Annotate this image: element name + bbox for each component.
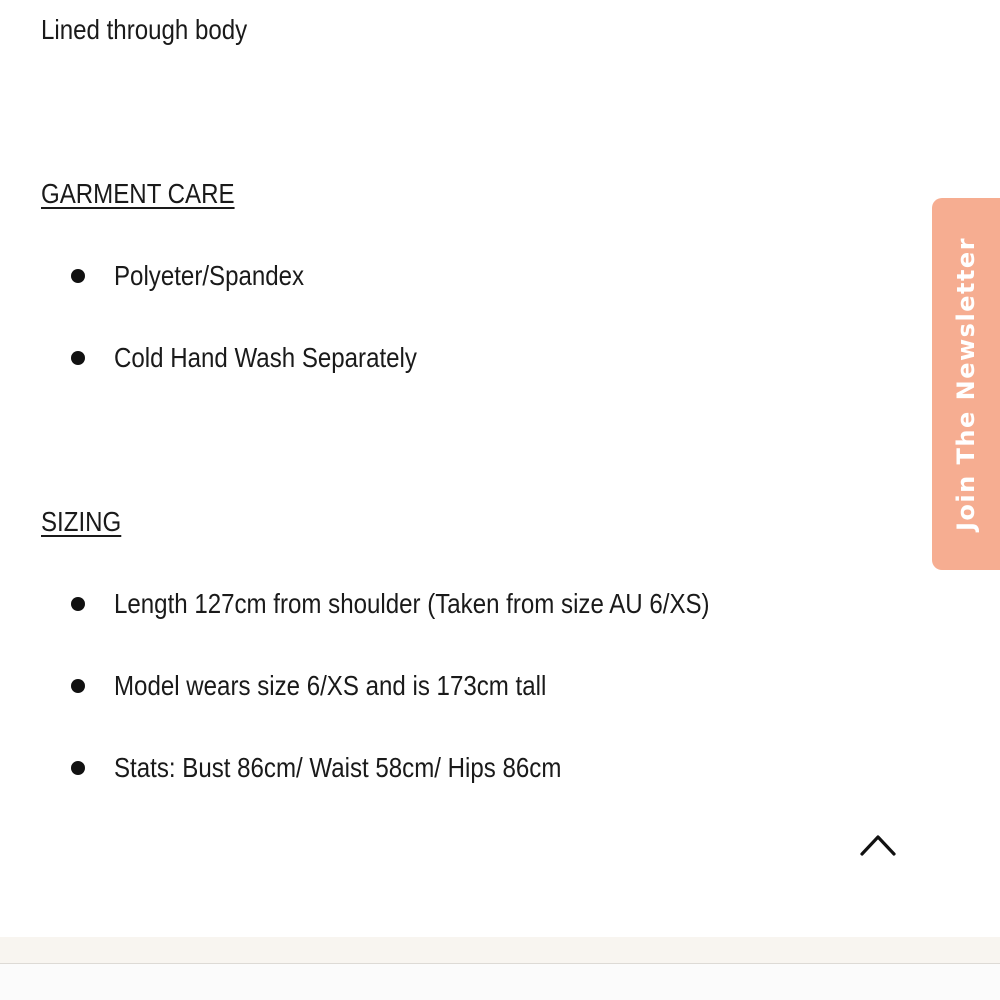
newsletter-tab-label: Join The Newsletter — [952, 236, 980, 532]
back-to-top-button[interactable] — [856, 822, 900, 866]
bullet-icon — [71, 761, 85, 775]
list-item-text: Model wears size 6/XS and is 173cm tall — [114, 670, 547, 701]
list-item-text: Length 127cm from shoulder (Taken from size AU 6/XS) — [114, 588, 710, 619]
footer-band — [0, 937, 1000, 963]
list-item-text: Cold Hand Wash Separately — [114, 342, 417, 373]
sizing-heading: SIZING — [41, 506, 122, 537]
bullet-icon — [71, 679, 85, 693]
chevron-up-icon — [856, 822, 900, 866]
bullet-icon — [71, 269, 85, 283]
bullet-icon — [71, 597, 85, 611]
list-item-text: Stats: Bust 86cm/ Waist 58cm/ Hips 86cm — [114, 752, 562, 783]
bullet-icon — [71, 351, 85, 365]
newsletter-tab-button[interactable] — [932, 198, 1000, 570]
list-item-text: Polyeter/Spandex — [114, 260, 305, 291]
garment-care-heading: GARMENT CARE — [41, 178, 235, 209]
lining-note: Lined through body — [41, 14, 248, 45]
footer-area — [0, 964, 1000, 1000]
